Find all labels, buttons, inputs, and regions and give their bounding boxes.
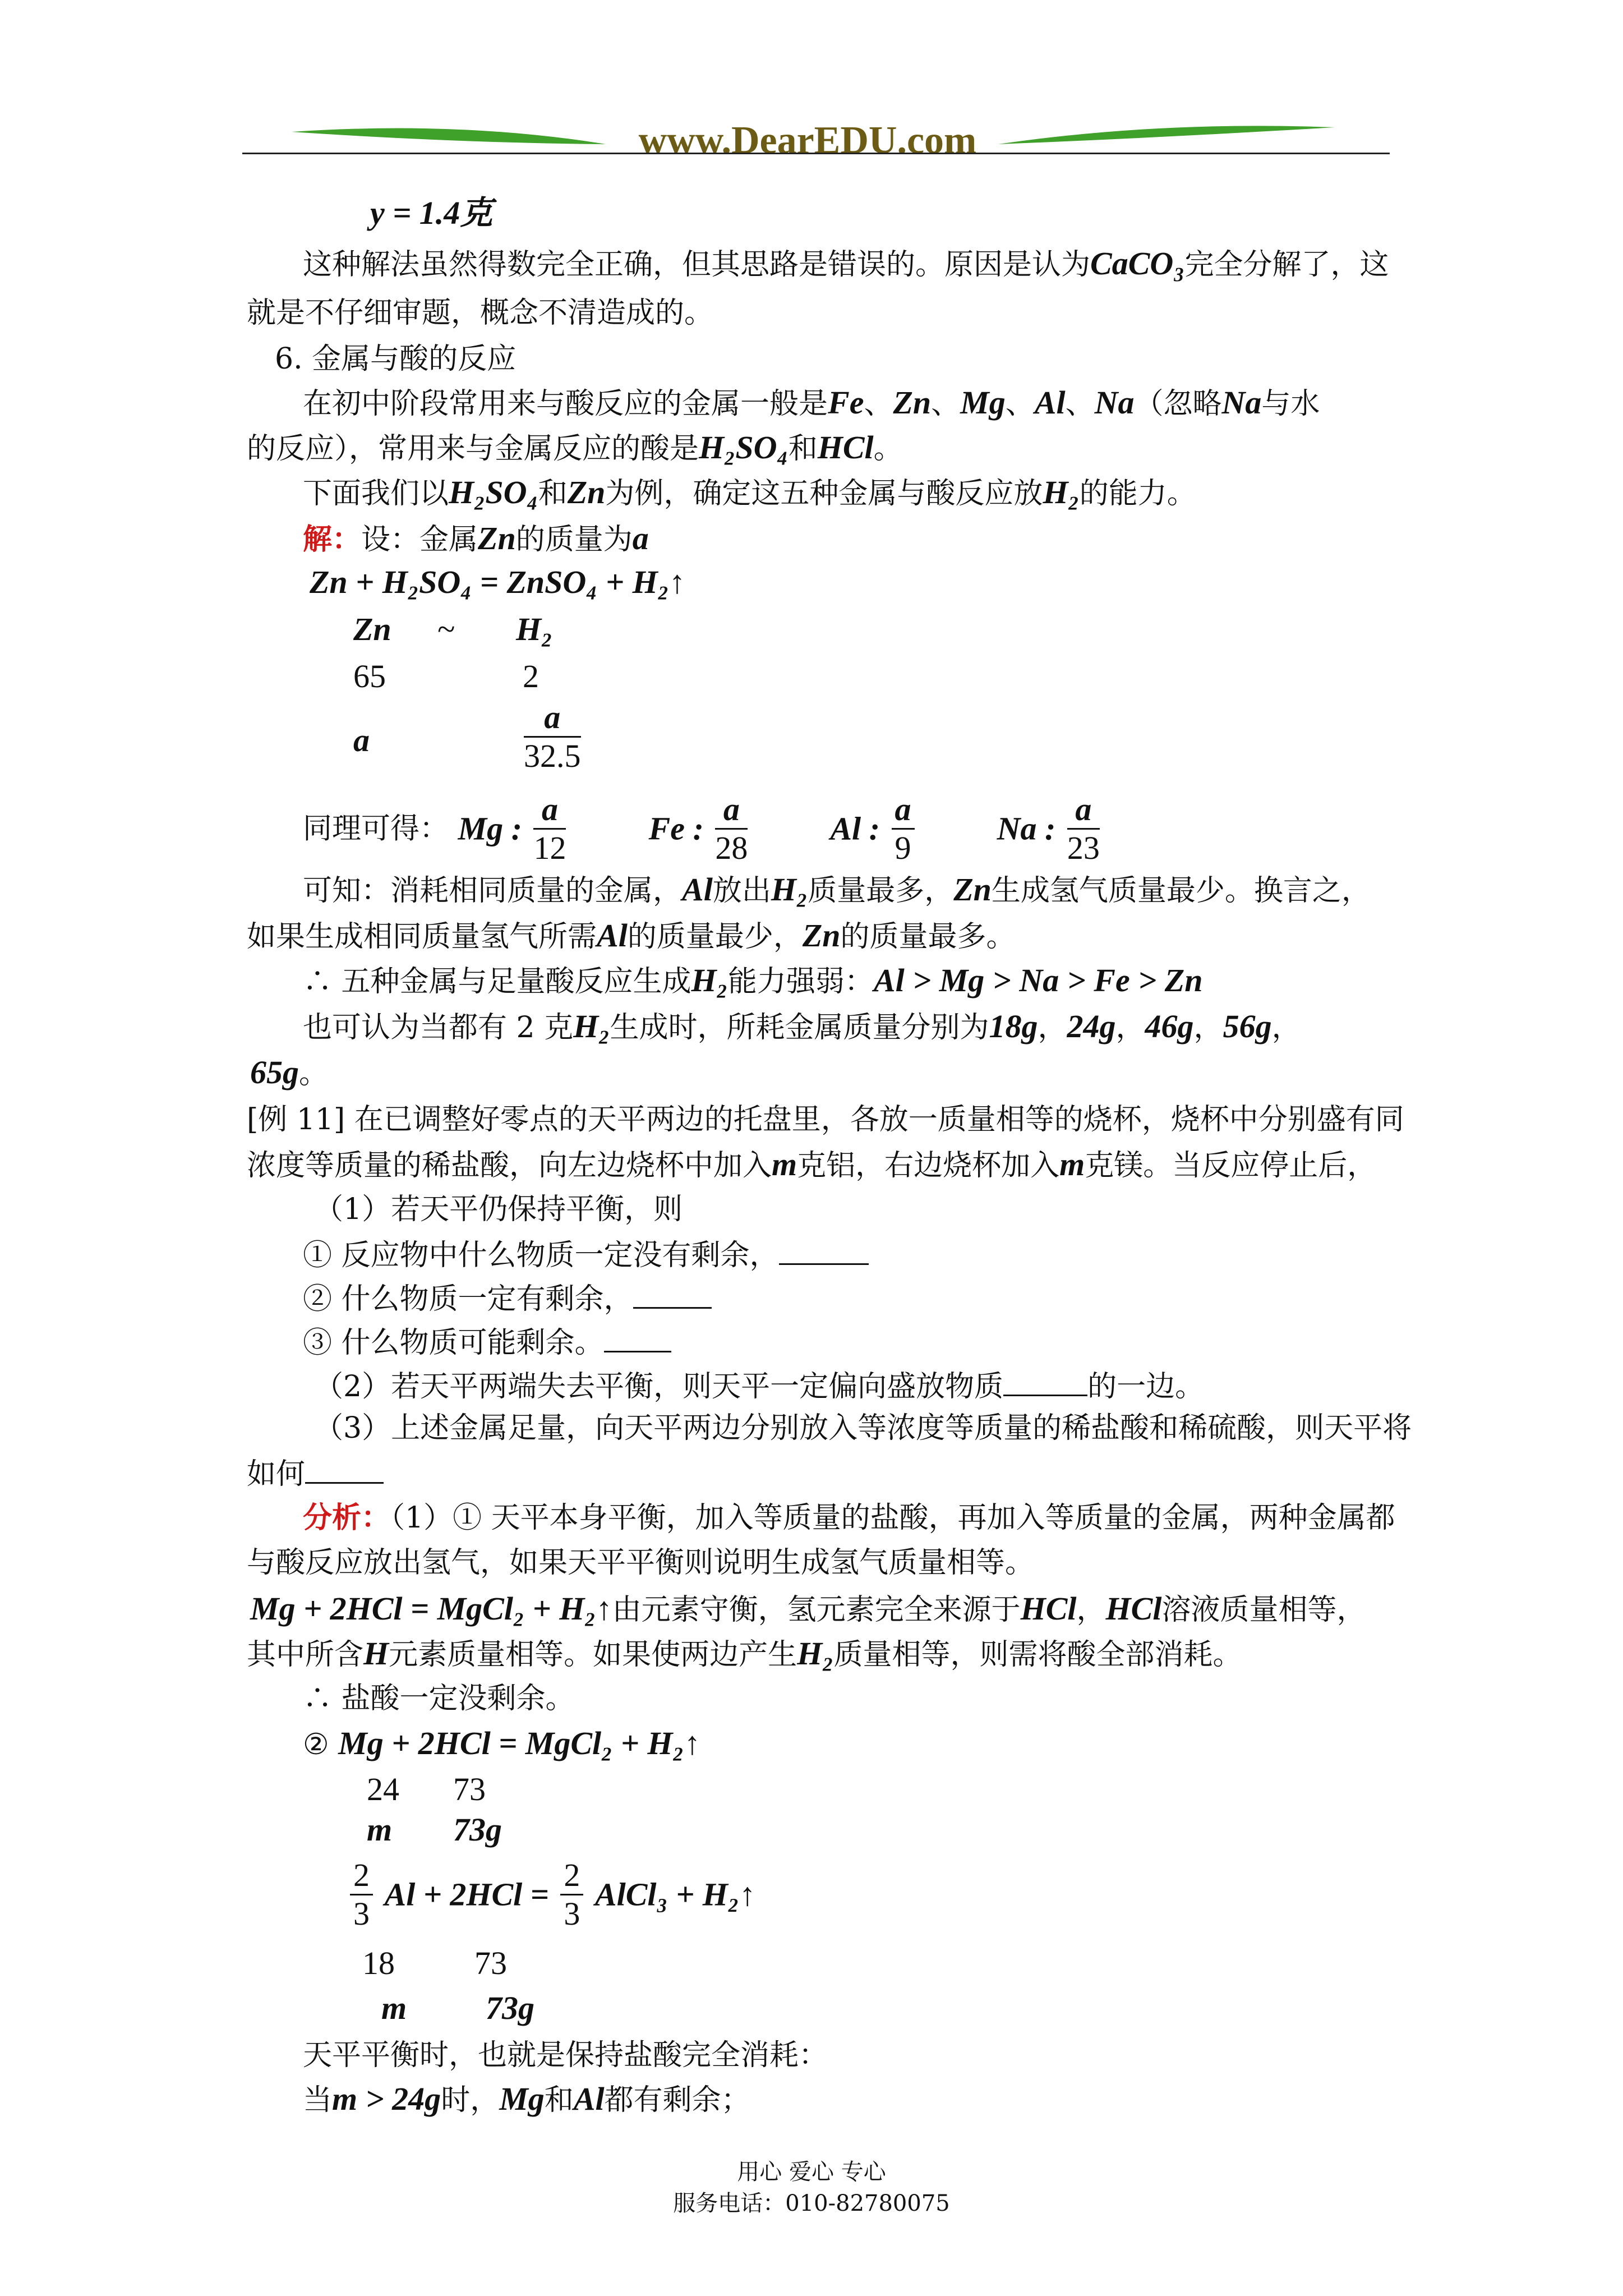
question-line xyxy=(314,1193,683,1226)
analysis-label: 分析： xyxy=(303,1501,391,1535)
denominator: 23 xyxy=(1067,830,1100,866)
ratio-row xyxy=(353,724,370,758)
question-text: ② 什么物质一定有剩余， xyxy=(303,1282,633,1316)
analysis-line xyxy=(303,1682,575,1715)
question-text: （3）上述金属足量，向天平两边分别放入等浓度等质量的稀盐酸和稀硫酸，则天平将 xyxy=(314,1411,1412,1445)
text: 73g xyxy=(486,1990,534,2026)
text: 生成氢气质量最少。换言之， xyxy=(991,874,1371,908)
text: ， xyxy=(1076,1593,1106,1627)
ratio-row xyxy=(362,1947,395,1981)
text: 、 xyxy=(931,387,961,421)
formula: H₂SO₄ xyxy=(699,429,789,466)
formula: 24g xyxy=(1067,1008,1116,1045)
formula: Mg : xyxy=(458,810,522,847)
formula: Zn xyxy=(567,474,606,510)
ratio-row xyxy=(516,613,552,647)
fraction xyxy=(350,1857,373,1932)
question-line xyxy=(303,1236,869,1272)
ratio-row xyxy=(381,1991,407,2026)
formula: H₂ xyxy=(771,871,808,908)
formula: Na xyxy=(1221,384,1262,421)
text: 24 xyxy=(367,1771,399,1807)
analysis-line xyxy=(247,1637,1242,1672)
answer-blank[interactable] xyxy=(604,1324,671,1352)
text: 质量最多， xyxy=(808,874,954,908)
section-heading xyxy=(275,342,516,376)
text: 和 xyxy=(788,432,818,466)
text: 、 xyxy=(1005,387,1035,421)
text: 的能力。 xyxy=(1079,477,1196,510)
text: （忽略 xyxy=(1134,387,1222,421)
question-text: ① 反应物中什么物质一定没有剩余， xyxy=(303,1239,779,1272)
header-rule xyxy=(242,153,1390,154)
numerator: 2 xyxy=(560,1857,583,1895)
text: 放出 xyxy=(712,874,771,908)
text: 设：金属 xyxy=(361,523,478,556)
text: ， xyxy=(1193,1011,1223,1045)
paragraph-line xyxy=(247,296,713,330)
text: ~ xyxy=(437,611,455,647)
text: 65 xyxy=(353,658,386,694)
result-line xyxy=(370,196,492,231)
text: 73 xyxy=(453,1771,486,1807)
equation-text: Zn + H₂SO₄ = ZnSO₄ + H₂↑ xyxy=(310,564,685,600)
fraction xyxy=(533,791,566,867)
text: 这种解法虽然得数完全正确，但其思路是错误的。原因是认为 xyxy=(303,248,1091,282)
paragraph-line xyxy=(303,2082,750,2117)
ratio-row xyxy=(453,1813,502,1848)
analysis-line xyxy=(250,1592,1366,1627)
ratio-row xyxy=(353,613,391,647)
example-line xyxy=(247,1103,1404,1137)
text: 如果生成相同质量氢气所需 xyxy=(247,920,597,954)
formula: Na xyxy=(1094,384,1135,421)
text: 元素质量相等。如果使两边产生 xyxy=(389,1638,797,1672)
numerator: a xyxy=(1067,791,1100,830)
formula: Zn xyxy=(802,917,841,954)
numerator: 2 xyxy=(350,1857,373,1895)
text: ② xyxy=(303,1728,329,1761)
text: 都有剩余； xyxy=(604,2083,750,2117)
text: 生成时，所耗金属质量分别为 xyxy=(610,1011,989,1045)
formula: m > 24g xyxy=(332,2081,441,2117)
formula: Mg xyxy=(499,2081,545,2117)
equation xyxy=(310,565,685,600)
formula: Al > Mg > Na > Fe > Zn xyxy=(873,962,1203,999)
formula: H xyxy=(363,1635,389,1672)
denominator: 9 xyxy=(895,830,911,866)
text: 克铝，右边烧杯加入 xyxy=(797,1149,1060,1182)
footer-motto xyxy=(0,2154,1623,2186)
text: 也可认为当都有 2 克 xyxy=(303,1011,574,1045)
text: 就是不仔细审题，概念不清造成的。 xyxy=(247,296,714,330)
text: 与水 xyxy=(1261,387,1320,421)
text: 73 xyxy=(474,1945,507,1981)
text: 时， xyxy=(441,2083,500,2117)
answer-blank[interactable] xyxy=(779,1236,869,1265)
equation xyxy=(348,1857,755,1941)
denominator: 3 xyxy=(353,1895,370,1932)
logo-text: www.DearEDU.com xyxy=(638,119,977,162)
result-text: y = 1.4克 xyxy=(370,195,493,231)
text: 当 xyxy=(303,2083,333,2117)
footer-phone xyxy=(0,2185,1623,2217)
text: H₂ xyxy=(516,611,553,647)
phone-text: 服务电话：010-82780075 xyxy=(673,2191,950,2216)
text: （1）① 天平本身平衡，加入等质量的盐酸，再加入等质量的金属，两种金属都 xyxy=(390,1501,1395,1535)
formula: Na : xyxy=(997,810,1056,847)
formula: CaCO₃ xyxy=(1090,245,1185,282)
solution-line xyxy=(303,522,649,556)
text: ， xyxy=(1038,1011,1067,1045)
formula: Fe xyxy=(828,384,864,421)
text: ∴ 盐酸一定没剩余。 xyxy=(303,1682,575,1715)
text: m xyxy=(367,1811,393,1848)
text: 和 xyxy=(544,2083,574,2117)
example-text: [例 11] 在已调整好零点的天平两边的托盘里，各放一质量相等的烧杯，烧杯中分别盛有同 xyxy=(247,1103,1404,1137)
question-line xyxy=(247,1455,384,1491)
example-line xyxy=(247,1148,1376,1182)
paragraph-line xyxy=(303,964,1202,999)
text: 浓度等质量的稀盐酸，向左边烧杯中加入 xyxy=(247,1149,772,1182)
paragraph-line xyxy=(303,1010,1301,1045)
answer-blank[interactable] xyxy=(1003,1368,1087,1396)
section-title: 6. 金属与酸的反应 xyxy=(275,342,517,376)
ratio-row xyxy=(486,1991,534,2026)
paragraph-line xyxy=(303,2039,828,2072)
denominator: 32.5 xyxy=(524,738,581,774)
formula: Al xyxy=(597,917,628,954)
fraction xyxy=(892,791,915,867)
analysis-line xyxy=(247,1546,1034,1580)
header-logo xyxy=(292,115,1335,165)
solution-label: 解： xyxy=(303,522,362,556)
answer-blank[interactable] xyxy=(305,1455,384,1484)
question-line xyxy=(303,1280,712,1316)
formula: 18g xyxy=(989,1008,1038,1045)
text: 由元素守衡，氢元素完全来源于 xyxy=(612,1593,1021,1627)
paragraph-line xyxy=(247,919,1016,954)
motto-text: 用心 爱心 专心 xyxy=(737,2159,886,2185)
paragraph-line xyxy=(303,873,1371,908)
numerator: a xyxy=(892,791,915,830)
formula: m xyxy=(772,1146,797,1182)
ratio-row xyxy=(367,1773,399,1807)
text: 73g xyxy=(453,1811,502,1848)
fraction-line xyxy=(522,699,583,775)
text: 溶液质量相等， xyxy=(1161,1593,1366,1627)
analysis-line xyxy=(303,1727,700,1761)
text: 、 xyxy=(864,387,893,421)
text: 2 xyxy=(523,658,539,694)
text: 的质量最少， xyxy=(627,920,803,954)
formula: Fe : xyxy=(648,810,704,847)
numerator: a xyxy=(715,791,748,830)
text: 在初中阶段常用来与酸反应的金属一般是 xyxy=(303,387,828,421)
formula: H₂ xyxy=(797,1635,834,1672)
logo-swoosh-left xyxy=(292,128,606,144)
formula: Al xyxy=(1034,384,1066,421)
analysis-line xyxy=(303,1501,1395,1535)
text: 。 xyxy=(299,1057,329,1091)
formula: HCl xyxy=(1105,1590,1162,1627)
text: 克镁。当反应停止后， xyxy=(1085,1149,1377,1182)
text: 。 xyxy=(873,432,903,466)
equation-text: Al + 2HCl = xyxy=(384,1876,549,1913)
ratio-row xyxy=(353,660,386,694)
paragraph-line xyxy=(303,476,1196,510)
equation-text: Mg + 2HCl = MgCl₂ + H₂↑ xyxy=(338,1725,700,1761)
formula: Zn xyxy=(953,871,992,908)
text: 和 xyxy=(538,477,568,510)
text: ， xyxy=(1115,1011,1145,1045)
formula: Mg xyxy=(960,384,1006,421)
formula: Zn xyxy=(478,520,516,556)
formula: Al xyxy=(573,2081,605,2117)
text: 与酸反应放出氢气，如果天平平衡则说明生成氢气质量相等。 xyxy=(247,1546,1035,1580)
numerator: a xyxy=(524,699,581,738)
formula: H₂ xyxy=(1043,474,1080,510)
text: ∴ 五种金属与足量酸反应生成 xyxy=(303,965,691,999)
fraction xyxy=(560,1857,583,1932)
formula: 65g xyxy=(250,1054,299,1091)
text: 的反应），常用来与金属反应的酸是 xyxy=(247,432,699,466)
question-text: （1）若天平仍保持平衡，则 xyxy=(314,1193,683,1226)
paragraph-line xyxy=(250,1056,328,1091)
denominator: 3 xyxy=(564,1895,580,1932)
equation-text: Mg + 2HCl = MgCl₂ + H₂↑ xyxy=(250,1590,612,1627)
formula: HCl xyxy=(817,429,874,466)
text: 的质量为 xyxy=(515,523,633,556)
numerator: a xyxy=(533,791,566,830)
answer-blank[interactable] xyxy=(633,1280,712,1309)
paragraph-line xyxy=(303,247,1389,282)
paragraph-line xyxy=(247,431,903,466)
question-line xyxy=(314,1368,1204,1404)
text: 质量相等，则需将酸全部消耗。 xyxy=(833,1638,1242,1672)
text: 其中所含 xyxy=(247,1638,364,1672)
question-line xyxy=(314,1411,1412,1445)
text: a xyxy=(353,722,370,758)
text: 为例，确定这五种金属与酸反应放 xyxy=(605,477,1043,510)
ratio-row xyxy=(474,1947,507,1981)
formula: H₂ xyxy=(573,1008,610,1045)
text: 同理可得： xyxy=(303,812,449,846)
ratio-row xyxy=(523,660,539,694)
logo-swoosh-right xyxy=(998,126,1335,144)
paragraph-line xyxy=(303,386,1320,421)
formula: H₂SO₄ xyxy=(449,474,538,510)
text: 能力强弱： xyxy=(727,965,874,999)
formula: 46g xyxy=(1145,1008,1194,1045)
question-text: 如何 xyxy=(247,1457,306,1491)
text: 的质量最多。 xyxy=(840,920,1016,954)
formula: Zn xyxy=(893,384,932,421)
similar-results xyxy=(303,791,1102,875)
denominator: 12 xyxy=(533,830,566,866)
question-text: ③ 什么物质可能剩余。 xyxy=(303,1326,604,1360)
fraction xyxy=(715,791,748,867)
question-line xyxy=(303,1324,671,1360)
text: 可知：消耗相同质量的金属， xyxy=(303,874,683,908)
text: 、 xyxy=(1065,387,1095,421)
fraction xyxy=(1067,791,1100,867)
question-text: 的一边。 xyxy=(1087,1370,1205,1404)
formula: 56g xyxy=(1223,1008,1272,1045)
formula: m xyxy=(1059,1146,1085,1182)
formula: HCl xyxy=(1020,1590,1077,1627)
text: Zn xyxy=(353,611,391,647)
text: 18 xyxy=(362,1945,395,1981)
ratio-row xyxy=(453,1773,486,1807)
question-text: （2）若天平两端失去平衡，则天平一定偏向盛放物质 xyxy=(314,1370,1004,1404)
formula: Al : xyxy=(830,810,880,847)
fraction xyxy=(524,699,581,775)
text: m xyxy=(381,1990,407,2026)
text: 下面我们以 xyxy=(303,477,449,510)
text: 天平平衡时，也就是保持盐酸完全消耗： xyxy=(303,2039,828,2072)
text: 完全分解了，这 xyxy=(1184,248,1389,282)
text: ， xyxy=(1271,1011,1301,1045)
formula: H₂ xyxy=(691,962,728,999)
denominator: 28 xyxy=(715,830,748,866)
ratio-row xyxy=(367,1813,392,1848)
equation-text: AlCl₃ + H₂↑ xyxy=(594,1876,756,1913)
formula: Al xyxy=(682,871,713,908)
ratio-row xyxy=(437,613,455,647)
formula: a xyxy=(632,520,649,556)
